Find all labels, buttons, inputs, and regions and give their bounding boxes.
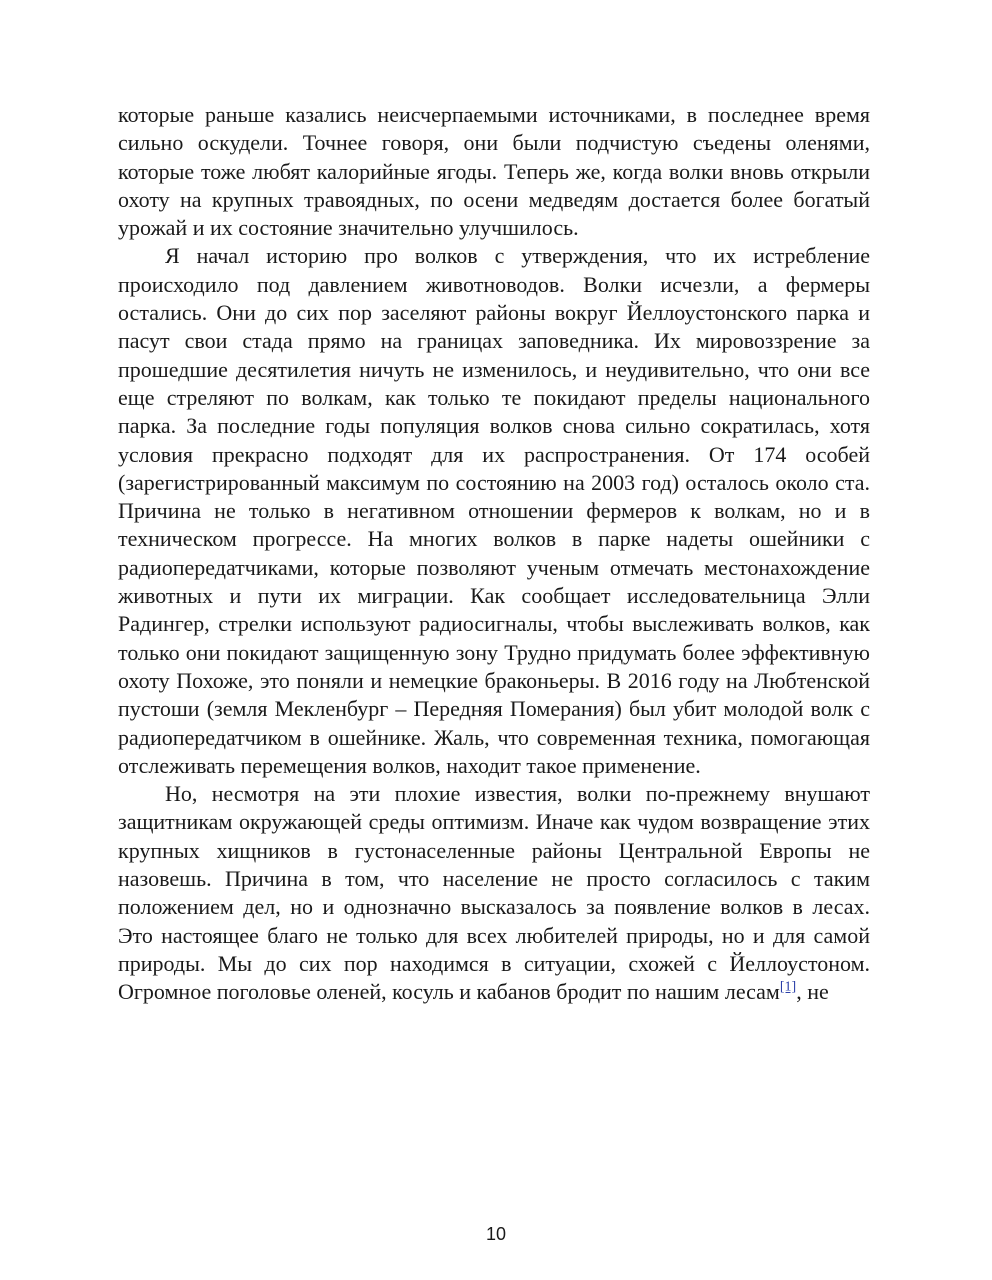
- paragraph-wolves-optimism-text: Но, несмотря на эти плохие известия, волки по-прежнему внушают защитникам окружающей среды оптимизм. Иначе как чудом возвращение этих крупных хищников в густонаселенные районы Центральной Европы не назовешь. Причина в том, что население не просто согласилось с таким положением дел, но и однозначно высказалось за появление волков в лесах. Это настоящее благо не только для всех любителей природы, но и для самой природы. Мы до сих пор находимся в ситуации, схожей с Йеллоустоном. Огромное поголовье оленей, косуль и кабанов бродит по нашим лесам: [118, 781, 870, 1005]
- footnote-link[interactable]: [1]: [779, 979, 797, 995]
- paragraph-continuation: которые раньше казались неисчерпаемыми источниками, в последнее время сильно оскудели. Точнее говоря, они были подчистую съедены оленями, которые тоже любят калорийные ягоды. Теперь же, когда волки вновь открыли охоту на крупных травоядных, по осени медведям достается более богатый урожай и их состояние значительно улучшилось.: [118, 102, 870, 241]
- paragraph-wolves-history: Я начал историю про волков с утверждения, что их истребление происходило под давлением животноводов. Волки исчезли, а фермеры остались. Они до сих пор заселяют районы вокруг Йеллоустонского парка и пасут свои стада прямо на границах заповедника. Их мировоззрение за прошедшие десятилетия ничуть не изменилось, и неудивительно, что они все еще стреляют по волкам, как только те покидают пределы национального парка. За последние годы популяция волков снова сильно сократилась, хотя условия прекрасно подходят для их распространения. От 174 особей (зарегистрированный максимум по состоянию на 2003 год) осталось около ста. Причина не только в негативном отношении фермеров к волкам, но и в техническом прогрессе. На многих волков в парке надеты ошейники с радиопередатчиками, которые позволяют ученым отмечать местонахождение животных и пути их миграции. Как сообщает исследовательница Элли Радингер, стрелки используют радиосигналы, чтобы выслеживать волков, как только они покидают защищенную зону Трудно придумать более эффективную охоту Похоже, это поняли и немецкие браконьеры. В 2016 году на Любтенской пустоши (земля Мекленбург – Передняя Померания) был убит молодой волк с радиопередатчиком в ошейнике. Жаль, что современная техника, помогающая отслеживать перемещения волков, находит такое применение.: [118, 243, 870, 778]
- page-body: [118, 101, 870, 1007]
- paragraph-wolves-optimism: [118, 780, 870, 1006]
- paragraph-wolves-optimism-tail: , не: [796, 979, 829, 1005]
- page-number: 10: [485, 1224, 507, 1244]
